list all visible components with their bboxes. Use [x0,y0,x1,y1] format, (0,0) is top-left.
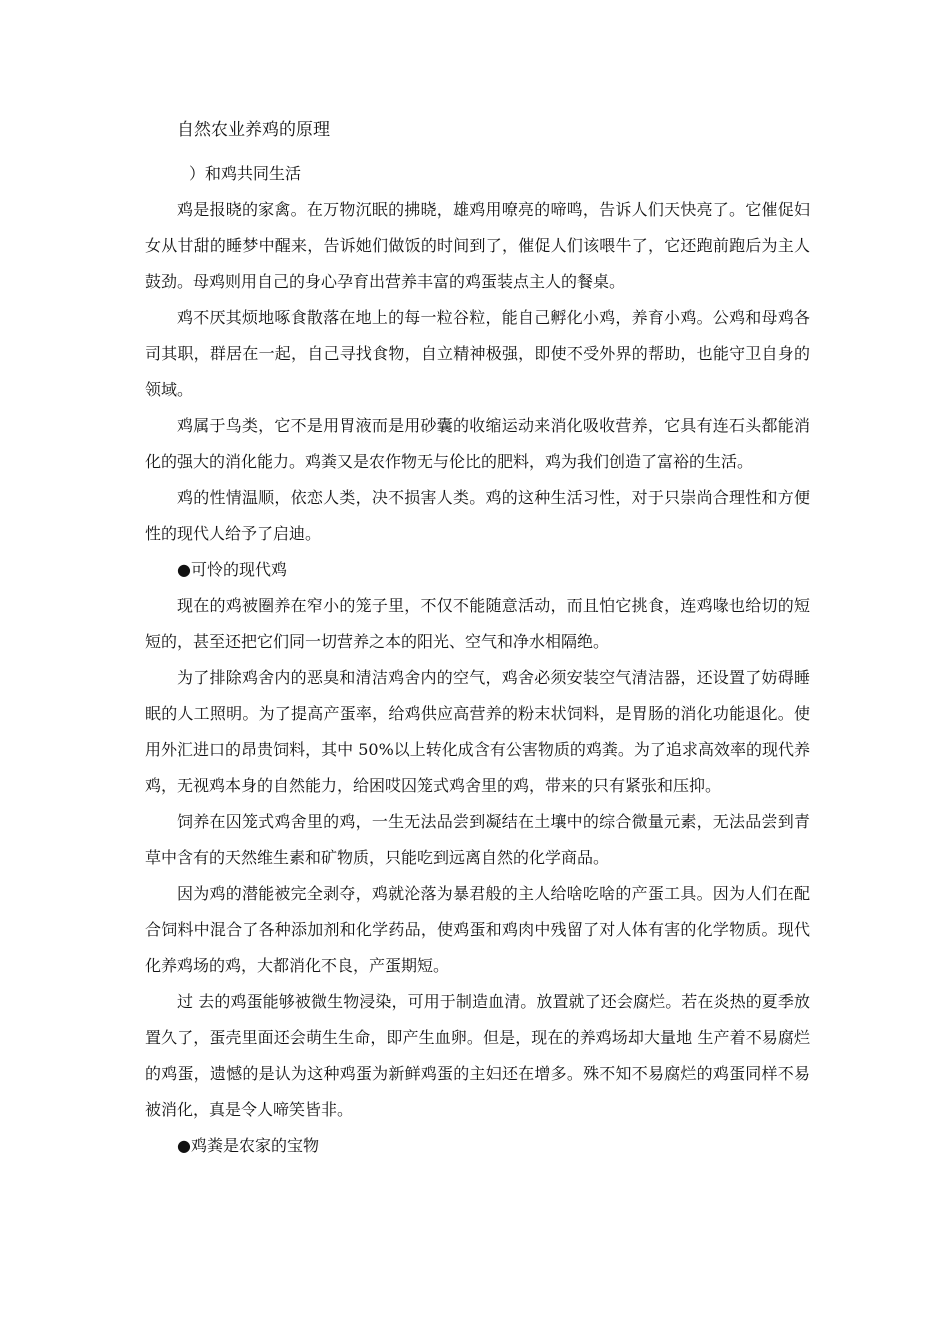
paragraph: 为了排除鸡舍内的恶臭和清洁鸡舍内的空气，鸡舍必须安装空气清洁器，还设置了妨碍睡眠的人工照明。为了提高产蛋率，给鸡供应高营养的粉末状饲料，是胃肠的消化功能退化。使用外汇进口的昂贵饲料，其中 50%以上转化成含有公害物质的鸡粪。为了追求高效率的现代养鸡，无视鸡本身的自然能力，给困哎囚笼式鸡舍里的鸡，带来的只有紧张和压抑。 [145,668,810,795]
paragraph: 现在的鸡被圈养在窄小的笼子里，不仅不能随意活动，而且怕它挑食，连鸡喙也给切的短短的，甚至还把它们同一切营养之本的阳光、空气和净水相隔绝。 [145,596,810,651]
paragraph: 鸡的性情温顺，依恋人类，决不损害人类。鸡的这种生活习性，对于只崇尚合理性和方便性的现代人给予了启迪。 [145,488,810,543]
paragraph: 饲养在囚笼式鸡舍里的鸡，一生无法品尝到凝结在土壤中的综合微量元素，无法品尝到青草中含有的天然维生素和矿物质，只能吃到远离自然的化学商品。 [145,812,810,867]
document-body [145,112,810,1164]
paragraph: 因为鸡的潜能被完全剥夺，鸡就沦落为暴君般的主人给啥吃啥的产蛋工具。因为人们在配合饲料中混合了各种添加剂和化学药品，使鸡蛋和鸡肉中残留了对人体有害的化学物质。现代化养鸡场的鸡，大都消化不良，产蛋期短。 [145,884,810,975]
paragraph: 鸡是报晓的家禽。在万物沉眠的拂晓，雄鸡用嘹亮的啼鸣，告诉人们天快亮了。它催促妇女从甘甜的睡梦中醒来，告诉她们做饭的时间到了，催促人们该喂牛了，它还跑前跑后为主人鼓劲。母鸡则用自己的身心孕育出营养丰富的鸡蛋装点主人的餐桌。 [145,200,810,291]
paragraph: 过 去的鸡蛋能够被微生物浸染，可用于制造血清。放置就了还会腐烂。若在炎热的夏季放置久了，蛋壳里面还会萌生生命，即产生血卵。但是，现在的养鸡场却大量地 生产着不易腐烂的鸡蛋，遗憾的是认为这种鸡蛋为新鲜鸡蛋的主妇还在增多。殊不知不易腐烂的鸡蛋同样不易被消化，真是令人啼笑皆非。 [145,992,810,1119]
paragraph: 鸡属于鸟类，它不是用胃液而是用砂囊的收缩运动来消化吸收营养，它具有连石头都能消化的强大的消化能力。鸡粪又是农作物无与伦比的肥料，鸡为我们创造了富裕的生活。 [145,416,810,471]
section-heading: ●可怜的现代鸡 [177,560,287,579]
section-heading: ●鸡粪是农家的宝物 [177,1136,319,1155]
paragraph: 鸡不厌其烦地啄食散落在地上的每一粒谷粒，能自己孵化小鸡，养育小鸡。公鸡和母鸡各司其职，群居在一起，自己寻找食物，自立精神极强，即使不受外界的帮助，也能守卫自身的领域。 [145,308,810,399]
document-title: 自然农业养鸡的原理 [177,120,330,140]
section-heading: ）和鸡共同生活 [189,164,302,183]
